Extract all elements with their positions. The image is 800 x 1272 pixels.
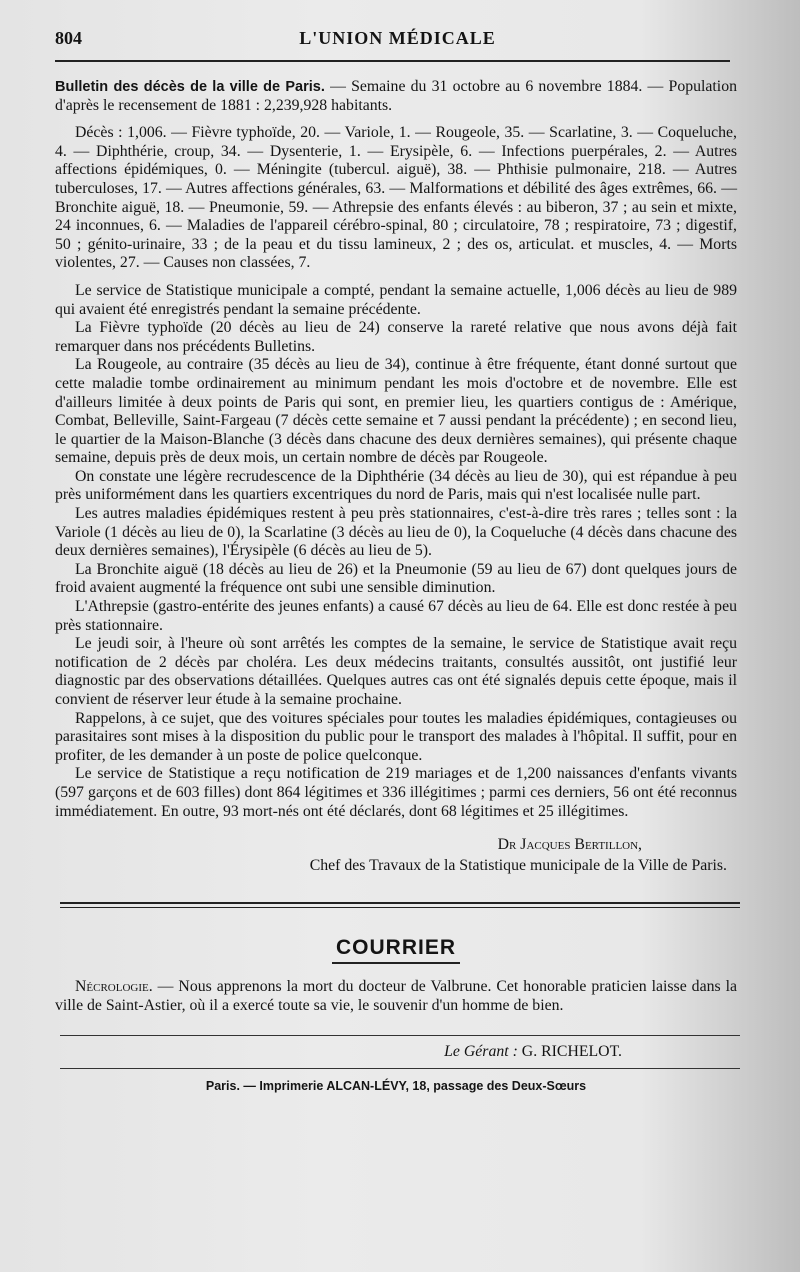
paragraph: Le service de Statistique a reçu notification de 219 mariages et de 1,200 naissances d'enfants vivants (597 garçons et de 603 filles) dont 864 légitimes et 336 illégitimes ; parmi ces derniers, 56 ont été reconnus immédiatement. En outre, 93 mort-nés ont été déclarés, dont 68 légitimes et 25 illégitimes. [55, 765, 737, 820]
gerant-name: G. RICHELOT. [517, 1043, 622, 1061]
section-divider [60, 902, 740, 908]
courrier-title: COURRIER [335, 936, 456, 960]
necrologie-label: Nécrologie. [75, 978, 153, 996]
paragraph: La Bronchite aiguë (18 décès au lieu de 26) et la Pneumonie (59 au lieu de 67) dont quelques jours de froid avaient augmenté la fréquence ont subi une sensible diminution. [55, 560, 737, 597]
paragraph: L'Athrepsie (gastro-entérite des jeunes enfants) a causé 67 décès au lieu de 64. Elle est donc restée à peu près stationnaire. [55, 598, 737, 634]
signature-role: Chef des Travaux de la Statistique municipale de la Ville de Paris. [309, 857, 727, 875]
footer-rule [60, 1068, 740, 1069]
necrologie-paragraph [55, 978, 737, 1015]
necrologie-text: — Nous apprenons la mort du docteur de Valbrune. Cet honorable praticien laisse dans la ville de Saint-Astier, où il a exercé toute sa vie, le souvenir d'un homme de bien. [55, 978, 737, 1014]
bulletin-intro-text: — Semaine du 31 octobre au 6 novembre 1884. — Population d'après le recensement de 1881 : 2,239,928 habitants. [55, 78, 737, 114]
paragraph: La Rougeole, au contraire (35 décès au lieu de 34), continue à être fréquente, étant donné surtout que cette maladie tombe ordinairement au minimum pendant les mois d'octobre et de novembre. Elle est d'ailleurs limitée à deux points de Paris qui sont, en premier lieu, les quartiers contigus de : Amérique, Combat, Belleville, Saint-Fargeau (7 décès cette semaine et 7 aussi pendant la précédente) ; en second lieu, le quartier de la Maison-Blanche (3 décès dans chacune des deux dernières semaines), qui présente chaque semaine, depuis près de deux mois, un certain nombre de décès par Rougeole. [55, 356, 737, 467]
paragraph: Le jeudi soir, à l'heure où sont arrêtés les comptes de la semaine, le service de Statistique avait reçu notification de 2 décès par choléra. Les deux médecins traitants, consultés aussitôt, ont justifié leur diagnostic par des observations détaillées. Quelques autres cas ont été signalés depuis cette époque, mais il convient de réserver leur étude à la semaine prochaine. [55, 635, 737, 708]
footer-rule [60, 1035, 740, 1036]
bulletin-intro [55, 78, 737, 115]
paragraph: On constate une légère recrudescence de la Diphthérie (34 décès au lieu de 30), qui est répandue à peu près uniformément dans les quartiers excentriques du nord de Paris, mais qui n'est localisée nulle part. [55, 467, 737, 504]
page-number: 804 [55, 28, 82, 48]
header-rule [55, 60, 730, 62]
spacer [55, 273, 737, 282]
journal-title: L'UNION MÉDICALE [299, 28, 496, 48]
article-body [55, 78, 737, 1093]
bulletin-causes: Décès : 1,006. — Fièvre typhoïde, 20. — Variole, 1. — Rougeole, 35. — Scarlatine, 3. — Coqueluche, 4. — Diphthérie, croup, 34. — Dysenterie, 1. — Erysipèle, 6. — Infections puerpérales, 2. — Autres affections épidémiques, 0. — Méningite (tubercul. aiguë), 38. — Phthisie pulmonaire, 218. — Autres tuberculoses, 17. — Autres affections générales, 63. — Malformations et débilité des âges extrêmes, 66. — Bronchite aiguë, 18. — Pneumonie, 59. — Athrepsie des enfants élevés : au biberon, 37 ; au sein et mixte, 24 inconnues, 6. — Maladies de l'appareil cérébro-spinal, 80 ; circulatoire, 78 ; respiratoire, 73 ; digestif, 50 ; génito-urinaire, 33 ; de la peau et du tissu lamineux, 2 ; des os, articulat. et muscles, 4. — Morts violentes, 27. — Causes non classées, 7. [55, 124, 737, 272]
printer-imprint: Paris. — Imprimerie ALCAN-LÉVY, 18, passage des Deux-Sœurs [205, 1079, 587, 1094]
paragraph: La Fièvre typhoïde (20 décès au lieu de 24) conserve la rareté relative que nous avons déjà fait remarquer dans nos précédents Bulletins. [55, 319, 737, 355]
signature-name: Dr Jacques Bertillon, [497, 836, 642, 854]
paragraph: Rappelons, à ce sujet, que des voitures spéciales pour toutes les maladies épidémiques, contagieuses ou parasitaires sont mises à la disposition du public pour le transport des malades à l'hôpital. Il suffit, pour en profiter, de les demander à un poste de police quelconque. [55, 709, 737, 764]
gerant-label: Le Gérant : [444, 1043, 518, 1061]
title-underline [332, 962, 460, 964]
page-header [55, 28, 740, 54]
gerant-line [55, 1042, 737, 1062]
bulletin-title: Bulletin des décès de la ville de Paris. [55, 79, 325, 95]
spacer [55, 115, 737, 124]
paragraph: Les autres maladies épidémiques restent à peu près stationnaires, c'est-à-dire très rares ; telles sont : la Variole (1 décès au lieu de 0), la Scarlatine (3 décès au lieu de 0), la Coqueluche (4 décès dans chacune des deux dernières semaines), l'Érysipèle (6 décès au lieu de 5). [55, 505, 737, 560]
courrier-heading [55, 936, 737, 964]
signature-block [55, 834, 737, 876]
paragraph: Le service de Statistique municipale a compté, pendant la semaine actuelle, 1,006 décès au lieu de 989 qui avaient été enregistrés pendant la semaine précédente. [55, 281, 737, 318]
